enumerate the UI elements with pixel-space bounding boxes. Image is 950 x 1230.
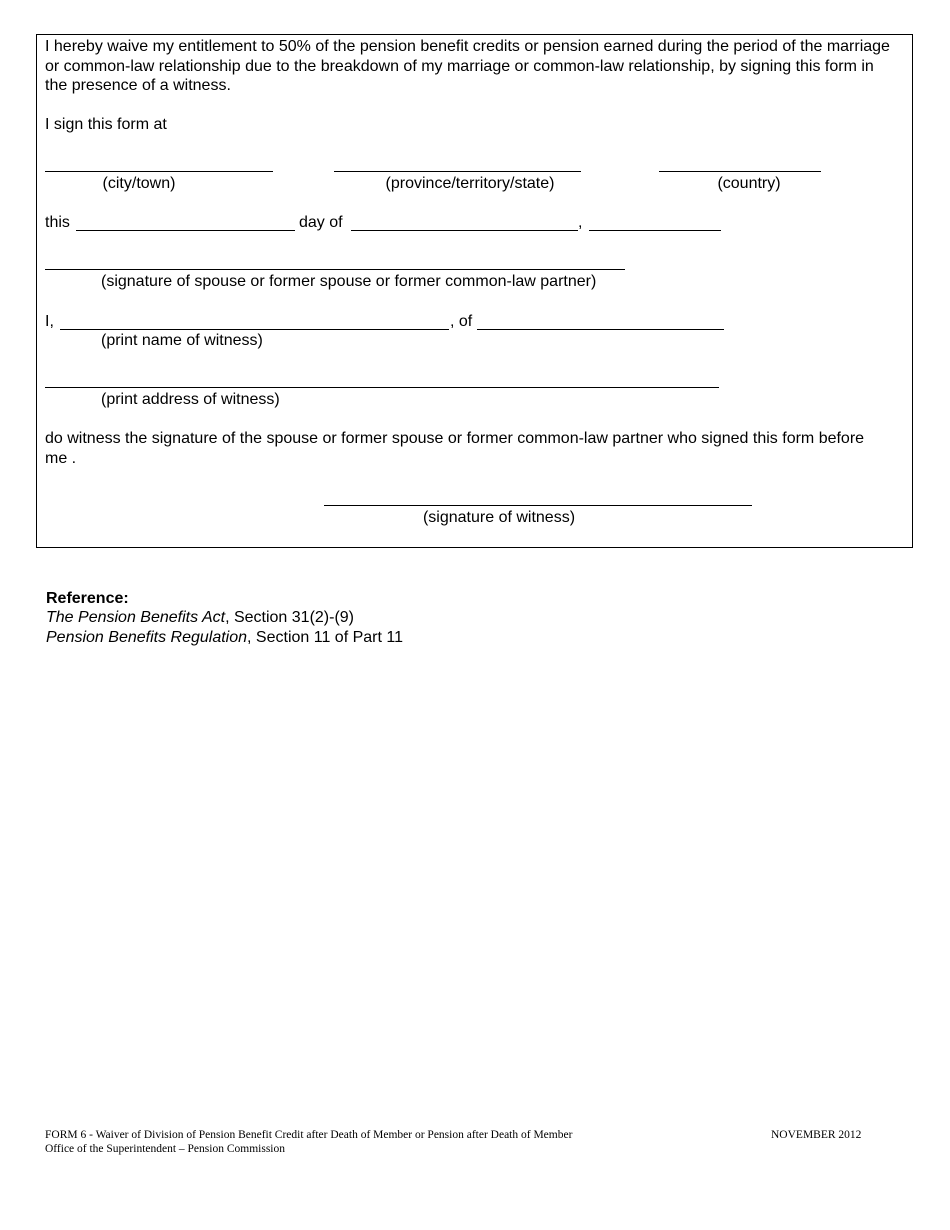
witness-of-field[interactable] <box>477 329 724 330</box>
witness-name-field[interactable] <box>60 329 449 330</box>
city-caption: (city/town) <box>102 175 176 192</box>
day-field[interactable] <box>76 230 295 231</box>
spouse-signature-caption: (signature of spouse or former spouse or former common-law partner) <box>101 273 597 290</box>
country-caption: (country) <box>717 175 781 192</box>
witness-address-field[interactable] <box>45 387 719 388</box>
witness-signature-field[interactable] <box>324 505 752 506</box>
footer-office: Office of the Superintendent – Pension Commission <box>45 1143 285 1155</box>
i-label: I, <box>45 313 54 330</box>
reference-act <box>46 608 354 627</box>
regulation-section: , Section 11 of Part 11 <box>247 629 403 646</box>
witness-statement: do witness the signature of the spouse or former spouse or former common-law partner who signed this form before me . <box>45 430 865 467</box>
witness-signature-caption: (signature of witness) <box>422 509 576 526</box>
of-label: , of <box>450 313 473 330</box>
day-of-label: day of <box>299 214 343 231</box>
witness-name-caption: (print name of witness) <box>101 332 263 349</box>
year-field[interactable] <box>589 230 721 231</box>
country-field[interactable] <box>659 171 821 172</box>
witness-address-caption: (print address of witness) <box>101 391 280 408</box>
regulation-name: Pension Benefits Regulation <box>46 629 248 646</box>
act-section: , Section 31(2)-(9) <box>225 609 354 626</box>
waiver-form-box <box>36 34 913 548</box>
city-field[interactable] <box>45 171 273 172</box>
this-label: this <box>45 214 70 231</box>
reference-title: Reference: <box>46 590 129 607</box>
province-field[interactable] <box>334 171 581 172</box>
spouse-signature-field[interactable] <box>45 269 625 270</box>
sign-at-label: I sign this form at <box>45 116 167 133</box>
month-field[interactable] <box>351 230 578 231</box>
footer-date: NOVEMBER 2012 <box>771 1129 862 1141</box>
reference-regulation <box>46 628 403 647</box>
province-caption: (province/territory/state) <box>385 175 555 192</box>
footer-form-title: FORM 6 - Waiver of Division of Pension Benefit Credit after Death of Member or Pension after Death of Member <box>45 1129 573 1141</box>
date-comma: , <box>578 214 583 231</box>
act-name: The Pension Benefits Act <box>46 609 226 626</box>
waiver-statement: I hereby waive my entitlement to 50% of the pension benefit credits or pension earned during the period of the marriage or common-law relationship due to the breakdown of my marriage or common-law relationship, by signing this form in the presence of a witness. <box>45 38 890 94</box>
